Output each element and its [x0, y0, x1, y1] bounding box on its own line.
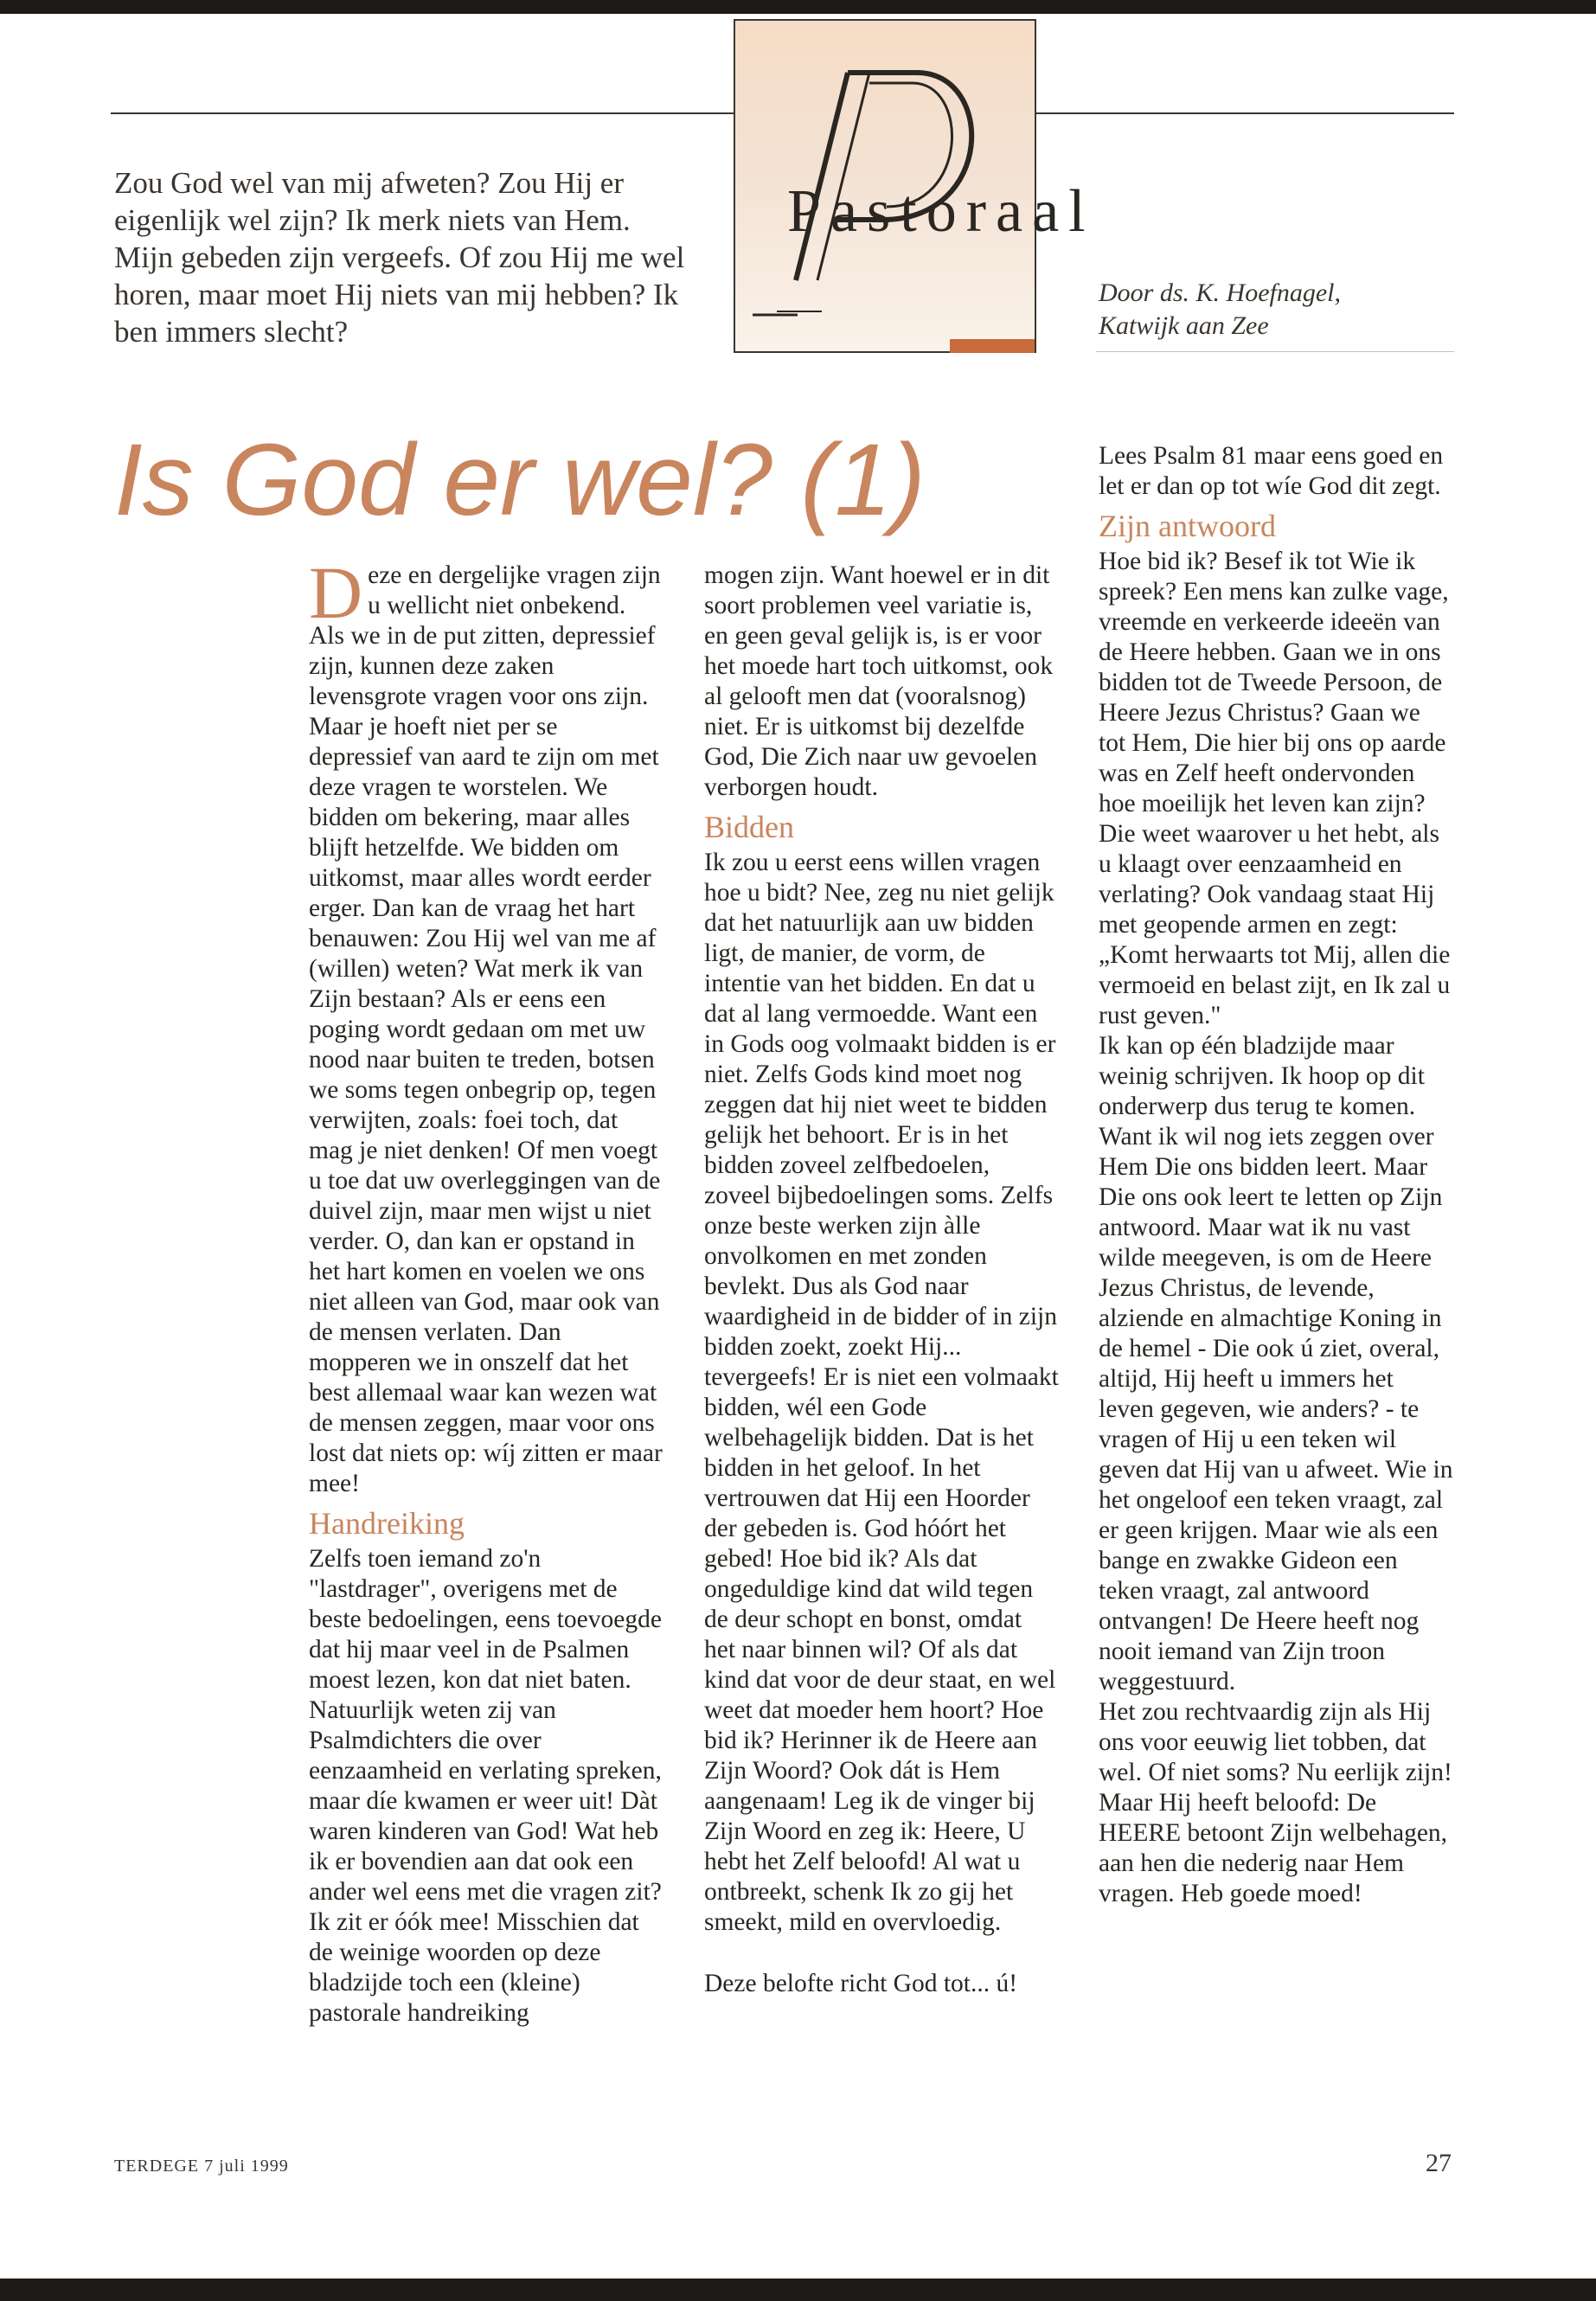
paragraph-gap: [704, 1938, 1059, 1969]
header-rule-left: [111, 112, 734, 114]
author-credit: [1099, 277, 1341, 343]
column-3: [1099, 441, 1453, 1909]
paragraph-text: eze en dergelijke vragen zijn u wellicht niet onbekend. Als we in de put zitten, depressief zijn, kunnen deze zaken levensgrote vragen voor ons zijn. Maar je hoeft niet per se depressief van aard te zijn om met deze vragen te worstelen. We bidden om bekering, maar alles blijft hetzelfde. We bidden om uitkomst, maar alles wordt eerder erger. Dan kan de vraag het hart benauwen: Zou Hij wel van me af (willen) weten? Wat merk ik van Zijn bestaan? Als er eens een poging wordt gedaan om met uw nood naar buiten te treden, botsen we soms tegen onbegrip op, tegen verwijten, zoals: foei toch, dat mag je niet denken! Of men voegt u toe dat uw overleggingen van de duivel zijn, maar men wijst u niet verder. O, dan kan er opstand in het hart komen en voelen we ons niet alleen van God, maar ook van de mensen verlaten. Dan mopperen we in onszelf dat het best allemaal waar kan wezen wat de mensen zeggen, maar voor ons lost dat niets op: wíj zitten er maar mee!: [309, 561, 663, 1497]
paragraph: mogen zijn. Want hoewel er in dit soort problemen veel variatie is, en geen geval gelijk is, is er voor het moede hart toch uitkomst, ook al gelooft men dat (vooralsnog) niet. Er is uitkomst bij dezelfde God, Die Zich naar uw gevoelen verborgen houdt.: [704, 561, 1054, 801]
paragraph: Ik zou u eerst eens willen vragen hoe u bidt? Nee, zeg nu niet gelijk dat het natuurlijk aan uw bidden ligt, de manier, de vorm, de intentie van het bidden. En dat u dat al lang vermoedde. Want een in Gods oog volmaakt bidden is er niet. Zelfs Gods kind moet nog zeggen dat hij niet weet te bidden gelijk het behoort. Er is in het bidden zoveel zelfbedoelen, zoveel bijbedoelingen soms. Zelfs onze beste werken zijn àlle onvolkomen en met zonden bevlekt. Dus als God naar waardigheid in de bidder of in zijn bidden zoekt, zoekt Hij... tevergeefs! Er is niet een volmaakt bidden, wél een Gode welbehagelijk bidden. Dat is het bidden in het geloof. In het vertrouwen dat Hij een Hoorder der gebeden is. God hóórt het gebed! Hoe bid ik? Als dat ongeduldige kind dat wild tegen de deur schopt en bonst, omdat het naar binnen wil? Of als dat kind dat voor de deur staat, en wel weet dat moeder hem hoort? Hoe bid ik? Herinner ik de Heere aan Zijn Woord? Ook dát is Hem aangenaam! Leg ik de vinger bij Zijn Woord en zeg ik: Heere, U hebt het Zelf beloofd! Al wat u ontbreekt, schenk Ik zo gij het smeekt, mild en overvloedig.: [704, 849, 1059, 1936]
paragraph: Want ik wil nog iets zeggen over Hem Die ons bidden leert. Maar Die ons ook leert te letten op Zijn antwoord. Maar wat ik nu vast wilde meegeven, is om de Heere Jezus Christus, de levende, alziende en almachtige Koning in de hemel - Die ook ú ziet, overal, altijd, Hij heeft u immers het leven gegeven, wie anders? - te vragen of Hij u een teken wil geven dat Hij van u afweet. Wie in het ongeloof een teken vraagt, zal er geen krijgen. Maar wie als een bange en zwakke Gideon een teken vraagt, zal antwoord ontvangen! De Heere heeft nog nooit iemand van Zijn troon weggestuurd.: [1099, 1123, 1453, 1695]
subheading-bidden: Bidden: [704, 810, 794, 844]
section-title: [787, 177, 1095, 247]
credit-rule: [1096, 351, 1454, 352]
drop-cap: D: [309, 551, 363, 634]
author-location: Katwijk aan Zee: [1099, 311, 1269, 340]
paragraph: Hoe bid ik? Besef ik tot Wie ik spreek? Een mens kan zulke vage, vreemde en verkeerde ideeën van de Heere hebben. Gaan we in ons bidden tot de Tweede Persoon, de Heere Jezus Christus? Gaan we tot Hem, Die hier bij ons op aarde was en Zelf heeft ondervonden hoe moeilijk het leven kan zijn? Die weet waarover u het hebt, als u klaagt over eenzaamheid en verlating? Ook vandaag staat Hij met geopende armen en zegt: „Komt herwaarts tot Mij, allen die vermoeid en belast zijt, en Ik zal u rust geven.": [1099, 548, 1451, 1029]
paragraph: Zelfs toen iemand zo'n "lastdrager", overigens met de beste bedoelingen, eens toevoegde dat hij maar veel in de Psalmen moest lezen, kon dat niet baten. Natuurlijk weten zij van Psalmdichters die over eenzaamheid en verlating spreken, maar díe kwamen er weer uit! Dàt waren kinderen van God! Wat heb ik er bovendien aan dat ook een ander wel eens met die vragen zit? Ik zit er óók mee! Misschien dat de weinige woorden op deze bladzijde toch een (kleine) pastorale handreiking: [309, 1545, 662, 2027]
subheading-zijn-antwoord: Zijn antwoord: [1099, 509, 1276, 543]
article-title: Is God er wel? (1): [114, 423, 926, 537]
paragraph: Deze belofte richt God tot... ú!: [704, 1970, 1018, 1997]
header-rule-right: [1035, 112, 1454, 114]
paragraph: Ik kan op één bladzijde maar weinig schrijven. Ik hoop op dit onderwerp dus terug te komen.: [1099, 1032, 1425, 1120]
section-title-rest: astoraal: [830, 178, 1095, 245]
top-border: [0, 0, 1596, 14]
page-number: 27: [1426, 2149, 1452, 2177]
bottom-border: [0, 2279, 1596, 2301]
subheading-handreiking: Handreiking: [309, 1506, 465, 1541]
publication-footer: TERDEGE 7 juli 1999: [114, 2157, 289, 2176]
paragraph: Het zou rechtvaardig zijn als Hij ons voor eeuwig liet tobben, dat wel. Of niet soms? Nu eerlijk zijn! Maar Hij heeft beloofd: De HEERE betoont Zijn welbehagen, aan hen die nederig naar Hem vragen. Heb goede moed!: [1099, 1698, 1452, 1907]
column-2: [704, 561, 1059, 1999]
column-1: [309, 551, 663, 2029]
section-title-initial: P: [787, 178, 830, 245]
logo-accent-bar: [950, 339, 1035, 353]
author-name: Door ds. K. Hoefnagel,: [1099, 279, 1341, 307]
intro-text: Zou God wel van mij afweten? Zou Hij er eigenlijk wel zijn? Ik merk niets van Hem. Mijn gebeden zijn vergeefs. Of zou Hij me wel horen, maar moet Hij niets van mij hebben? Ik ben immers slecht?: [114, 166, 685, 349]
paragraph: Lees Psalm 81 maar eens goed en let er dan op tot wíe God dit zegt.: [1099, 442, 1444, 500]
paragraph: [309, 551, 663, 1499]
